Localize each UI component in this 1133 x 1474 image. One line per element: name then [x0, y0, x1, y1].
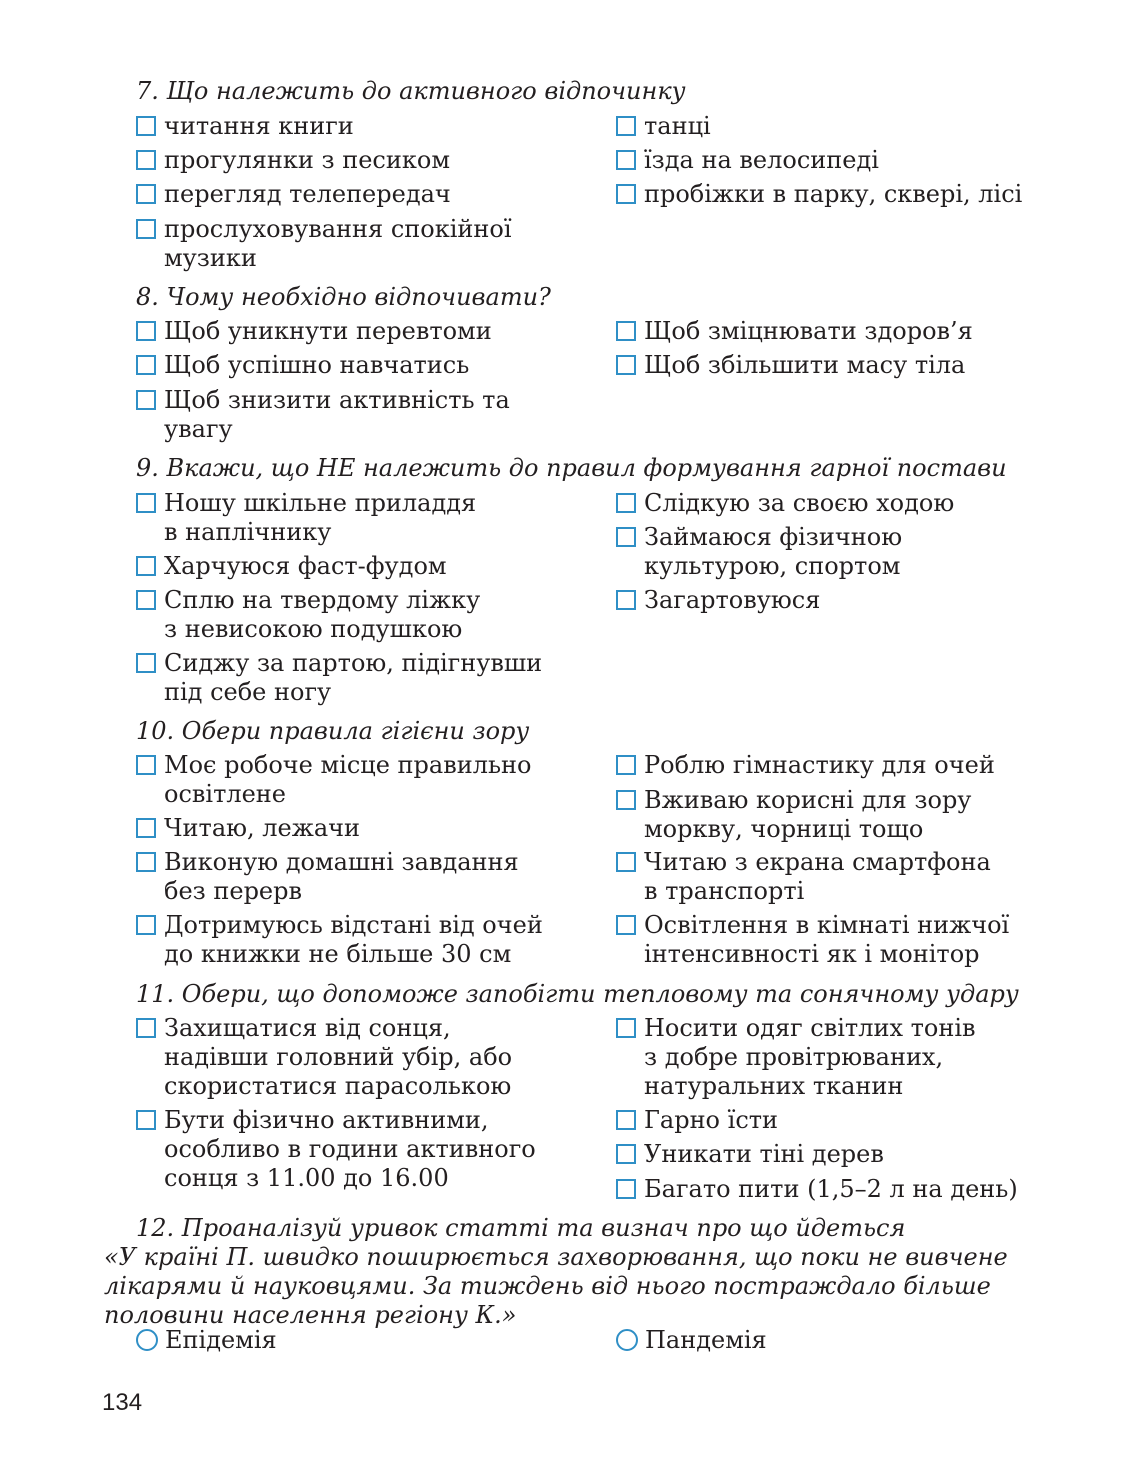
- checkbox[interactable]: [136, 390, 156, 410]
- q8-option-health[interactable]: [616, 317, 973, 346]
- option-label: Харчуюся фаст-фудом: [164, 552, 447, 580]
- option-label: Щоб знизити активність та увагу: [164, 386, 510, 443]
- option-label: прогулянки з песиком: [164, 146, 450, 174]
- option-label: Вживаю корисні для зору моркву, чорниці тощо: [644, 786, 972, 843]
- checkbox[interactable]: [616, 755, 636, 775]
- checkbox[interactable]: [616, 1110, 636, 1130]
- checkbox[interactable]: [136, 653, 156, 673]
- q10-option-healthy-food[interactable]: [616, 786, 971, 844]
- question-9-title: 9. Вкажи, що НЕ належить до правил формування гарної постави: [136, 454, 1007, 482]
- option-label: Уникати тіні дерев: [644, 1140, 884, 1168]
- checkbox[interactable]: [136, 1018, 156, 1038]
- q9-option-hard-bed[interactable]: [136, 586, 480, 644]
- checkbox[interactable]: [136, 219, 156, 239]
- checkbox[interactable]: [616, 150, 636, 170]
- checkbox[interactable]: [136, 150, 156, 170]
- q9-option-gait[interactable]: [616, 489, 954, 518]
- q12-option-pandemic[interactable]: [616, 1326, 767, 1355]
- page-number: 134: [102, 1389, 143, 1416]
- article-quote: «У країні П. швидко поширюється захворювання, що поки не вивчене лікарями й науковцями. За тиждень від нього постраждало більше половини населення регіону К.»: [104, 1243, 1008, 1329]
- option-label: Роблю гімнастику для очей: [644, 751, 995, 779]
- q8-option-fatigue[interactable]: [136, 317, 492, 346]
- q7-option-cycling[interactable]: [616, 146, 879, 175]
- question-11-title: 11. Обери, що допоможе запобігти тепловому та сонячному удару: [136, 980, 1019, 1008]
- option-label: Носити одяг світлих тонів з добре провітрюваних, натуральних тканин: [644, 1014, 976, 1100]
- q11-option-drink[interactable]: [616, 1175, 1018, 1204]
- checkbox[interactable]: [616, 355, 636, 375]
- option-label: Сиджу за партою, підігнувши під себе ногу: [164, 649, 543, 706]
- checkbox[interactable]: [136, 355, 156, 375]
- option-label: Моє робоче місце правильно освітлене: [164, 751, 532, 808]
- q7-option-reading[interactable]: [136, 112, 354, 141]
- checkbox[interactable]: [616, 590, 636, 610]
- option-label: Займаюся фізичною культурою, спортом: [644, 523, 903, 580]
- option-label: їзда на велосипеді: [644, 146, 879, 174]
- q9-option-sitting-leg[interactable]: [136, 649, 542, 707]
- q7-option-tv[interactable]: [136, 180, 451, 209]
- q10-option-no-breaks[interactable]: [136, 848, 519, 906]
- radio-button[interactable]: [616, 1329, 638, 1351]
- q12-option-epidemic[interactable]: [136, 1326, 277, 1355]
- q7-option-jogging[interactable]: [616, 180, 1022, 209]
- q10-option-room-light[interactable]: [616, 911, 1009, 969]
- q11-option-eat[interactable]: [616, 1106, 778, 1135]
- option-label: пробіжки в парку, сквері, лісі: [644, 180, 1023, 208]
- q10-option-reading-lying[interactable]: [136, 814, 360, 843]
- q7-option-walking-dog[interactable]: [136, 146, 450, 175]
- q10-option-distance[interactable]: [136, 911, 543, 969]
- q9-option-fast-food[interactable]: [136, 552, 447, 581]
- checkbox[interactable]: [616, 116, 636, 136]
- q11-option-hat[interactable]: [136, 1014, 512, 1101]
- checkbox[interactable]: [616, 1018, 636, 1038]
- option-label: Багато пити (1,5–2 л на день): [644, 1175, 1018, 1203]
- checkbox[interactable]: [136, 852, 156, 872]
- checkbox[interactable]: [616, 790, 636, 810]
- q9-option-backpack[interactable]: [136, 489, 476, 547]
- option-label: Щоб уникнути перевтоми: [164, 317, 492, 345]
- option-label: Загартовуюся: [644, 586, 821, 614]
- q10-option-smartphone[interactable]: [616, 848, 991, 906]
- option-label: Щоб зміцнювати здоров’я: [644, 317, 973, 345]
- checkbox[interactable]: [136, 755, 156, 775]
- q8-option-study[interactable]: [136, 351, 469, 380]
- option-label: Ношу шкільне приладдя в наплічнику: [164, 489, 477, 546]
- option-label: Захищатися від сонця, надівши головний убір, або скористатися парасолькою: [164, 1014, 513, 1100]
- question-8-title: 8. Чому необхідно відпочивати?: [136, 283, 551, 311]
- checkbox[interactable]: [616, 1179, 636, 1199]
- option-label: Щоб збільшити масу тіла: [644, 351, 966, 379]
- checkbox[interactable]: [616, 527, 636, 547]
- option-label: Читаю з екрана смартфона в транспорті: [644, 848, 991, 905]
- checkbox[interactable]: [136, 116, 156, 136]
- q8-option-weight[interactable]: [616, 351, 965, 380]
- option-label: Виконую домашні завдання без перерв: [164, 848, 519, 905]
- q11-option-avoid-shade[interactable]: [616, 1140, 884, 1169]
- option-label: Слідкую за своєю ходою: [644, 489, 955, 517]
- q9-option-sport[interactable]: [616, 523, 902, 581]
- option-label: Епідемія: [165, 1326, 277, 1354]
- q7-option-dancing[interactable]: [616, 112, 711, 141]
- checkbox[interactable]: [616, 321, 636, 341]
- checkbox[interactable]: [136, 818, 156, 838]
- option-label: Щоб успішно навчатись: [164, 351, 470, 379]
- option-label: Освітлення в кімнаті нижчої інтенсивності як і монітор: [644, 911, 1010, 968]
- option-label: Гарно їсти: [644, 1106, 779, 1134]
- option-label: Пандемія: [645, 1326, 767, 1354]
- checkbox[interactable]: [616, 1144, 636, 1164]
- q8-option-reduce-activity[interactable]: [136, 386, 510, 444]
- option-label: Бути фізично активними, особливо в години активного сонця з 11.00 до 16.00: [164, 1106, 536, 1192]
- q7-option-music[interactable]: [136, 215, 512, 273]
- checkbox[interactable]: [616, 493, 636, 513]
- checkbox[interactable]: [616, 184, 636, 204]
- radio-button[interactable]: [136, 1329, 158, 1351]
- question-12-title: 12. Проаналізуй уривок статті та визнач про що йдеться: [136, 1214, 906, 1242]
- option-label: Сплю на твердому ліжку з невисокою подушкою: [164, 586, 481, 643]
- option-label: Дотримуюсь відстані від очей до книжки не більше 30 см: [164, 911, 543, 968]
- option-label: читання книги: [164, 112, 354, 140]
- question-7-title: 7. Що належить до активного відпочинку: [136, 77, 686, 105]
- question-10-title: 10. Обери правила гігієни зору: [136, 717, 530, 745]
- checkbox[interactable]: [136, 321, 156, 341]
- checkbox[interactable]: [616, 915, 636, 935]
- checkbox[interactable]: [136, 184, 156, 204]
- option-label: перегляд телепередач: [164, 180, 451, 208]
- checkbox[interactable]: [616, 852, 636, 872]
- option-label: Читаю, лежачи: [164, 814, 360, 842]
- q9-option-hardening[interactable]: [616, 586, 820, 615]
- q10-option-lighting[interactable]: [136, 751, 532, 809]
- checkbox[interactable]: [136, 556, 156, 576]
- q10-option-eye-exercise[interactable]: [616, 751, 995, 780]
- q11-option-active[interactable]: [136, 1106, 536, 1193]
- checkbox[interactable]: [136, 915, 156, 935]
- option-label: прослуховування спокійної музики: [164, 215, 512, 272]
- checkbox[interactable]: [136, 590, 156, 610]
- checkbox[interactable]: [136, 1110, 156, 1130]
- checkbox[interactable]: [136, 493, 156, 513]
- q11-option-light-clothes[interactable]: [616, 1014, 976, 1101]
- option-label: танці: [644, 112, 711, 140]
